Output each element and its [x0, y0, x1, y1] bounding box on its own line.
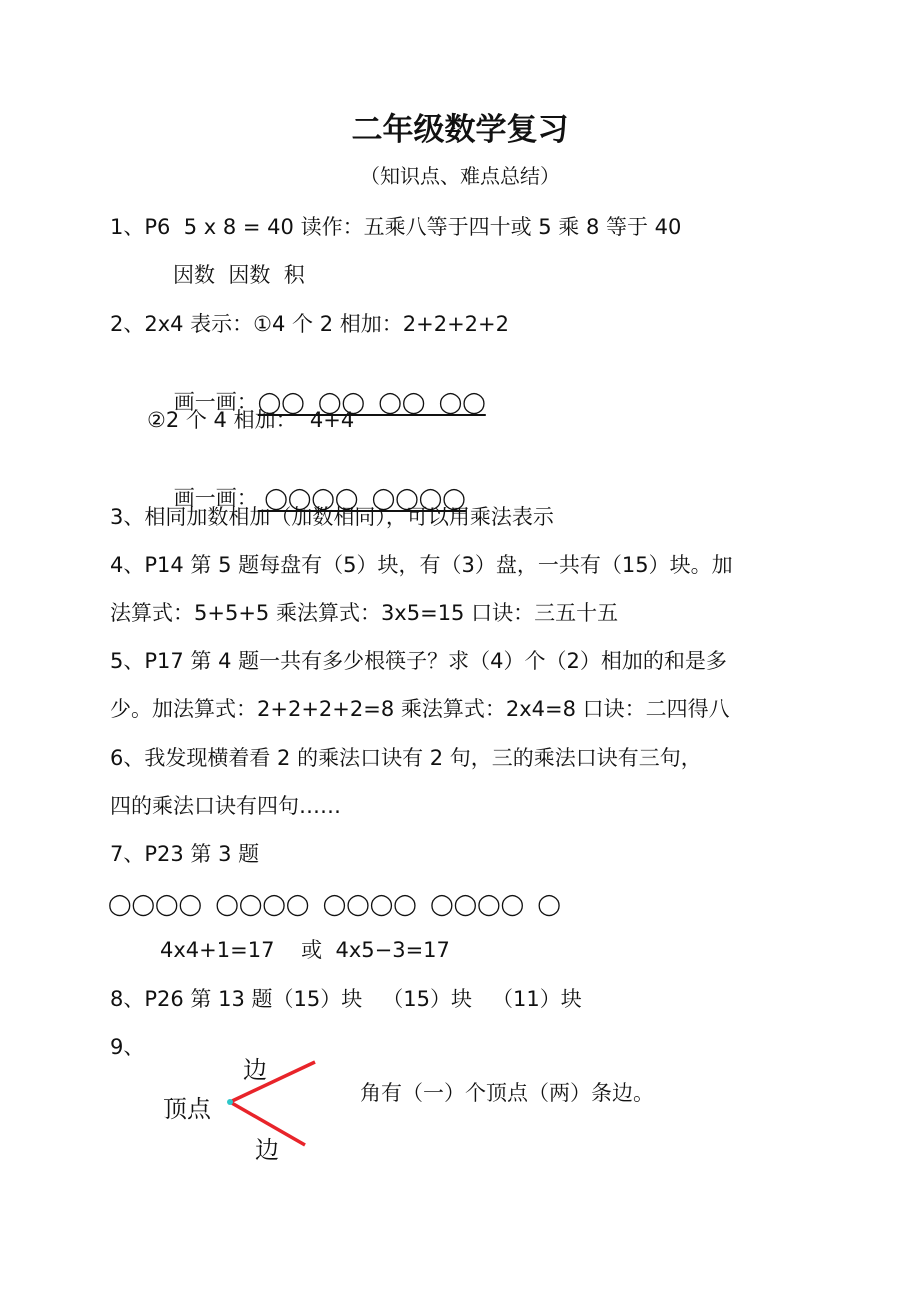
item-6-line-2: 四的乘法口诀有四句…… — [110, 794, 341, 818]
item-6-line-1: 6、我发现横着看 2 的乘法口诀有 2 句，三的乘法口诀有三句， — [110, 746, 702, 770]
vertex-label: 顶点 — [163, 1095, 211, 1123]
edge-label-top: 边 — [243, 1056, 267, 1084]
item-8-line-1: 8、P26 第 13 题（15）块 （15）块 （11）块 — [110, 987, 582, 1011]
vertex-dot — [227, 1099, 233, 1105]
item-5-line-2: 少。加法算式：2+2+2+2=8 乘法算式：2x4=8 口诀：二四得八 — [110, 697, 730, 721]
item-2-line-1: 2、2x4 表示：①4 个 2 相加：2+2+2+2 — [110, 312, 509, 336]
item-1-labels: 因数 因数 积 — [173, 263, 305, 287]
item-4-line-1: 4、P14 第 5 题每盘有（5）块，有（3）盘，一共有（15）块。加 — [110, 553, 733, 577]
item-7-circles: ◯◯◯◯ ◯◯◯◯ ◯◯◯◯ ◯◯◯◯ ◯ — [108, 892, 561, 916]
circle-groups-1: ◯◯ ◯◯ ◯◯ ◯◯ — [257, 390, 486, 414]
item-9-answer: 角有（一）个顶点（两）条边。 — [360, 1081, 654, 1105]
draw-label-2: 画一画： — [173, 486, 258, 510]
item-9-number: 9、 — [110, 1035, 145, 1059]
circle-groups-2: ◯◯◯◯ ◯◯◯◯ — [257, 486, 466, 510]
item-7-formula: 4x4+1=17 或 4x5−3=17 — [160, 938, 450, 962]
item-5-line-1: 5、P17 第 4 题一共有多少根筷子？求（4）个（2）相加的和是多 — [110, 649, 727, 673]
item-7-line-1: 7、P23 第 3 题 — [110, 842, 260, 866]
draw-label-1: 画一画： — [173, 390, 258, 414]
edge-label-bottom: 边 — [255, 1136, 279, 1164]
item-4-line-2: 法算式：5+5+5 乘法算式：3x5=15 口诀：三五十五 — [110, 601, 619, 625]
angle-diagram — [160, 1050, 330, 1165]
item-3-line-1: 3、相同加数相加（加数相同），可以用乘法表示 — [110, 505, 554, 529]
page-title: 二年级数学复习 — [351, 112, 569, 148]
item-1-line-1: 1、P6 5 x 8 = 40 读作：五乘八等于四十或 5 乘 8 等于 40 — [110, 215, 682, 239]
item-2-line-2: ②2 个 4 相加： 4+4 — [147, 408, 355, 432]
page-subtitle: （知识点、难点总结） — [360, 164, 560, 188]
